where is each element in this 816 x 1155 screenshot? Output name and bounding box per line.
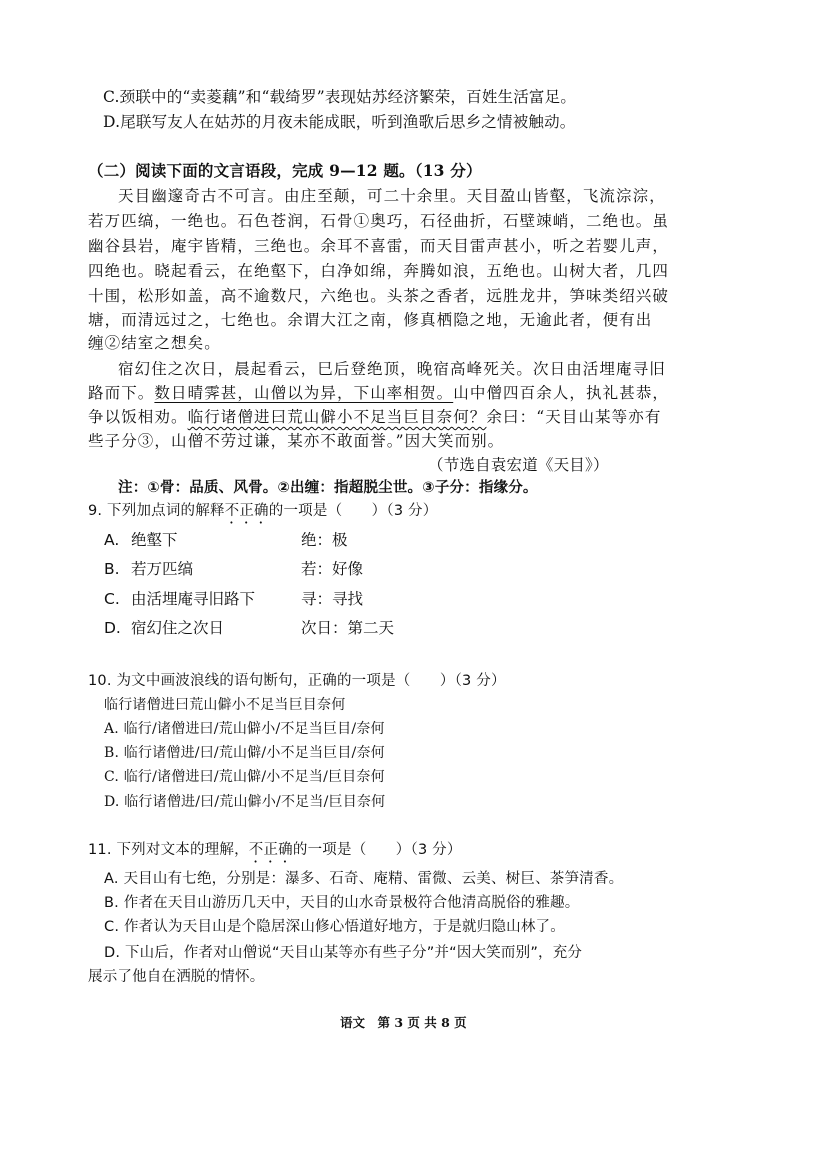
- passage-text: 余曰：“天目山某等亦有: [486, 408, 662, 426]
- q9-option-phrase: 宿幻住之次日: [131, 619, 225, 637]
- passage-text: 山中僧四百余人，执礼甚恭，: [453, 384, 670, 402]
- q9-option-meaning: 若：好像: [301, 560, 364, 578]
- passage-line: 些子分③，山僧不劳过谦，某亦不敢面誉。”因大笑而别。: [88, 432, 505, 450]
- passage-line: [88, 383, 669, 403]
- passage-source: （节选自袁宏道《天目》）: [428, 456, 609, 474]
- page-footer: 语文 第 3 页 共 8 页: [340, 1015, 467, 1030]
- passage-line: 十围，松形如盖，高不逾数尺，六绝也。头茶之香者，远胜龙井，笋味类绍兴破: [88, 287, 670, 305]
- q9-option-meaning: 次日：第二天: [301, 619, 395, 637]
- q11-option-continuation: 展示了他自在洒脱的情怀。: [88, 969, 265, 985]
- q9-option-phrase: 若万匹缟: [131, 560, 194, 578]
- q11-stem: [88, 840, 462, 866]
- q9-option-meaning: 寻：寻找: [301, 590, 364, 608]
- passage-line: 塘，而清远过之，七绝也。余谓大江之南，修真栖隐之地，无逾此者，便有出: [88, 311, 653, 329]
- q10-sentence: 临行诸僧进曰荒山僻小不足当巨目奈何: [104, 697, 346, 713]
- passage-notes: 注：①骨：品质、风骨。②出缠：指超脱尘世。③子分：指缘分。: [118, 480, 538, 496]
- q9-option-label: D.: [104, 619, 121, 637]
- passage-line: 幽谷县岩，庵宇皆精，三绝也。余耳不喜雷，而天目雷声甚小，听之若婴儿声，: [88, 237, 670, 255]
- q9-option-phrase: 由活埋庵寻旧路下: [131, 590, 256, 608]
- q9-stem-text: 9. 下列加点词的解释: [88, 503, 225, 519]
- q9-option-label: B.: [104, 560, 120, 578]
- q8-option-c: C.颈联中的“卖菱藕”和“载绮罗”表现姑苏经济繁荣，百姓生活富足。: [103, 88, 577, 106]
- q11-option: A. 天目山有七绝，分别是：瀑多、石奇、庵精、雷微、云美、树巨、茶笋清香。: [104, 871, 624, 887]
- q10-option: A. 临行/诸僧进曰/荒山僻小/不足当巨目/奈何: [104, 721, 385, 737]
- q10-stem: 10. 为文中画波浪线的语句断句，正确的一项是（ ）（3 分）: [88, 673, 506, 689]
- section-heading: （二）阅读下面的文言语段，完成 9—12 题。（13 分）: [88, 161, 482, 180]
- q11-stem-text: 的一项是（ ）（3 分）: [292, 842, 462, 858]
- passage-line: [88, 407, 661, 427]
- underlined-sentence: 数日晴霁甚，山僧以为异，下山率相贺。: [154, 384, 454, 402]
- q9-option-label: C.: [104, 590, 120, 608]
- q11-option: D. 下山后，作者对山僧说“天目山某等亦有些子分”并“因大笑而别”，充分: [104, 945, 583, 961]
- q10-option: D. 临行诸僧进/曰/荒山僻小/不足当/巨目奈何: [104, 794, 386, 810]
- passage-text: 路而下。: [88, 384, 155, 402]
- passage-line: 天目幽邃奇古不可言。由庄至颠，可二十余里。天目盈山皆壑，飞流淙淙，: [118, 187, 666, 205]
- q10-option: B. 临行诸僧进/曰/荒山僻/小不足当巨目/奈何: [104, 745, 385, 761]
- passage-line: 若万匹缟，一绝也。石色苍润，石骨①奥巧，石径曲折，石壁竦峭，二绝也。虽: [88, 212, 670, 230]
- q9-option-label: A.: [104, 531, 120, 549]
- q9-option-meaning: 绝：极: [301, 531, 348, 549]
- q8-option-d: D.尾联写友人在姑苏的月夜未能成眠，听到渔歌后思乡之情被触动。: [103, 113, 576, 131]
- q11-emphasis: 不正确: [248, 842, 293, 858]
- q10-option: C. 临行/诸僧进曰/荒山僻/小不足当/巨目奈何: [104, 769, 385, 785]
- q11-option: B. 作者在天目山游历几天中，天目的山水奇景极符合他清高脱俗的雅趣。: [104, 895, 580, 911]
- q11-option: C. 作者认为天目山是个隐居深山修心悟道好地方，于是就归隐山林了。: [104, 919, 565, 935]
- passage-line: 缠②结室之想矣。: [88, 334, 221, 352]
- passage-line: 宿幻住之次日，晨起看云，巳后登绝顶，晚宿高峰死关。次日由活埋庵寻旧: [118, 360, 666, 378]
- q9-stem-text: 的一项是（ ）（3 分）: [268, 503, 438, 519]
- q9-stem: [88, 501, 437, 527]
- q9-emphasis: 不正确: [224, 503, 269, 519]
- passage-line: 四绝也。晓起看云，在绝壑下，白净如绵，奔腾如浪，五绝也。山树大者，几四: [88, 262, 670, 280]
- passage-text: 争以饭相劝。: [88, 408, 188, 426]
- q9-option-phrase: 绝壑下: [131, 531, 178, 549]
- q11-stem-text: 11. 下列对文本的理解，: [88, 842, 249, 858]
- wavy-underlined-sentence: 临行诸僧进曰荒山僻小不足当巨目奈何？: [187, 408, 487, 426]
